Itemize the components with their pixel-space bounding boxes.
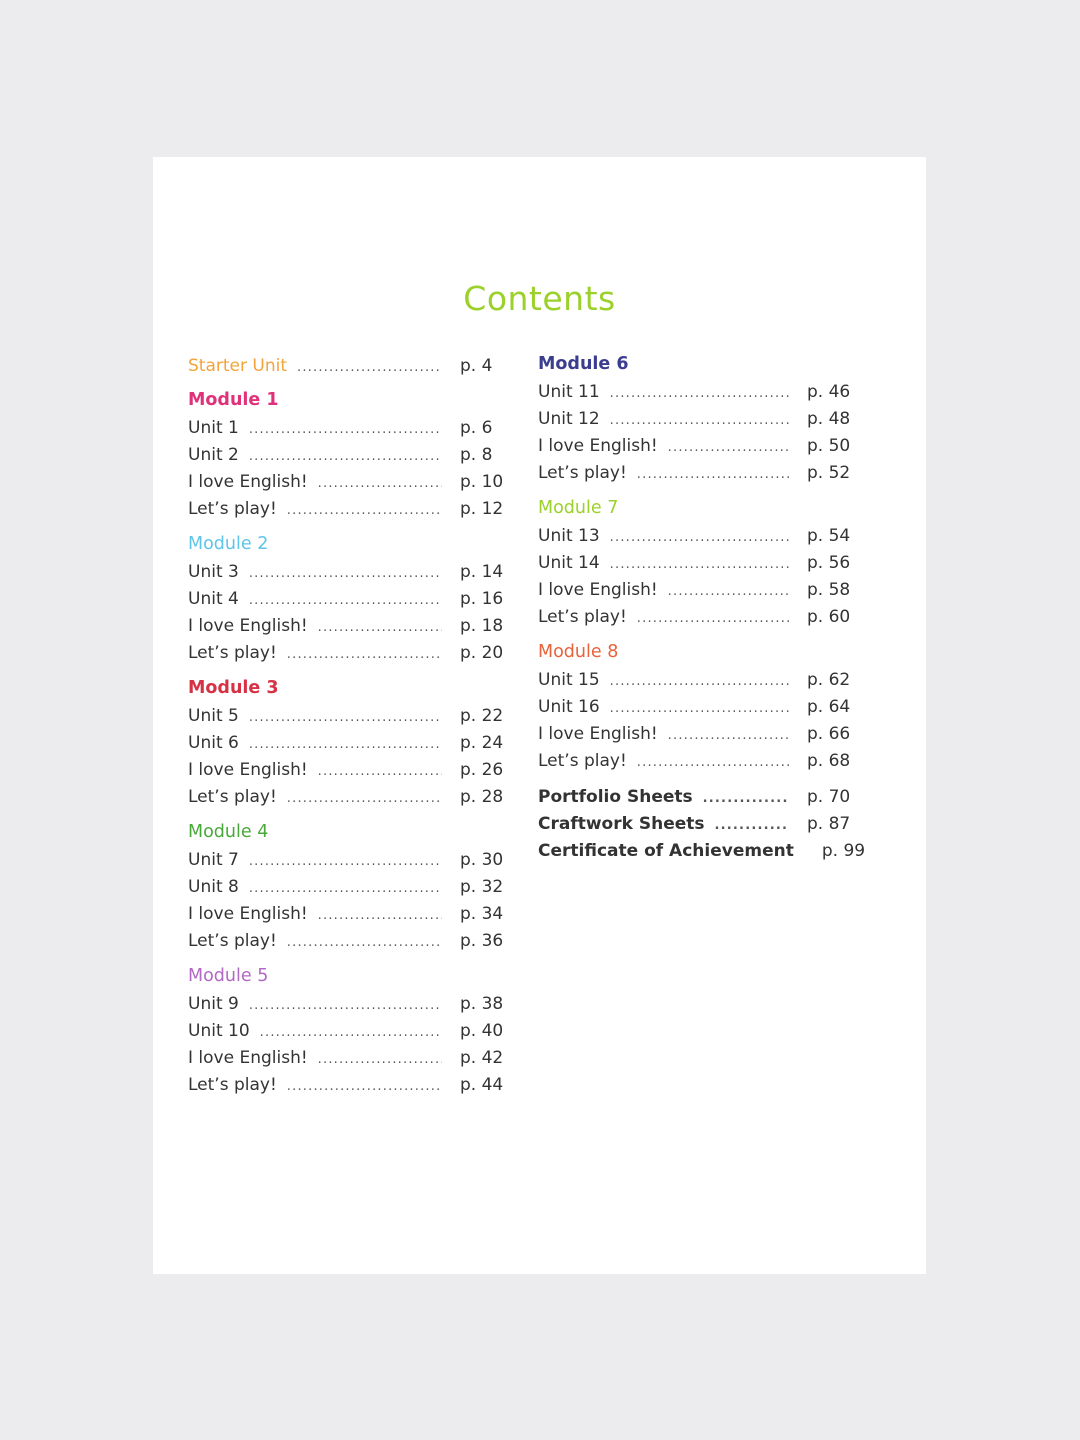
page-number: p. 87 — [807, 814, 851, 834]
toc-entry[interactable] — [538, 667, 851, 694]
leader-dots — [610, 407, 789, 434]
leader-dots — [287, 497, 442, 524]
page-number: p. 16 — [460, 589, 504, 609]
entry-label: Unit 15 — [538, 670, 600, 690]
entry-label: I love English! — [188, 472, 308, 492]
toc-entry[interactable] — [188, 442, 504, 469]
entry-label: I love English! — [188, 616, 308, 636]
entry-label: Unit 2 — [188, 445, 239, 465]
toc-entry[interactable] — [188, 613, 504, 640]
leader-dots — [287, 1073, 442, 1100]
entry-label: Portfolio Sheets — [538, 787, 693, 807]
leader-dots — [668, 578, 789, 605]
page-number: p. 58 — [807, 580, 851, 600]
leader-dots — [610, 668, 789, 695]
module-heading: Module 8 — [538, 642, 619, 662]
page-number: p. 52 — [807, 463, 851, 483]
toc-entry[interactable] — [188, 901, 504, 928]
contents-page — [153, 157, 926, 1274]
leader-dots — [249, 875, 442, 902]
entry-label: Let’s play! — [538, 607, 627, 627]
module-3-section — [188, 676, 504, 811]
toc-entry[interactable] — [188, 784, 504, 811]
entry-label: I love English! — [538, 436, 658, 456]
page-title: Contents — [463, 279, 616, 318]
toc-entry[interactable] — [538, 604, 851, 631]
leader-dots — [287, 641, 442, 668]
entry-label: Let’s play! — [188, 643, 277, 663]
leader-dots — [610, 695, 789, 722]
toc-entry-starter-unit[interactable] — [188, 354, 504, 388]
page-number: p. 30 — [460, 850, 504, 870]
page-number: p. 20 — [460, 643, 504, 663]
module-4-section — [188, 820, 504, 955]
toc-entry[interactable] — [188, 496, 504, 523]
page-number: p. 68 — [807, 751, 851, 771]
page-number: p. 64 — [807, 697, 851, 717]
page-number: p. 46 — [807, 382, 851, 402]
toc-entry[interactable] — [188, 1018, 504, 1045]
entry-label: Let’s play! — [188, 499, 277, 519]
toc-entry[interactable] — [538, 748, 851, 775]
toc-entry[interactable] — [538, 433, 851, 460]
page-number: p. 10 — [460, 472, 504, 492]
page-number: p. 36 — [460, 931, 504, 951]
entry-label: Unit 3 — [188, 562, 239, 582]
toc-entry[interactable] — [188, 586, 504, 613]
leader-dots — [318, 614, 442, 641]
page-number: p. 54 — [807, 526, 851, 546]
module-5-section — [188, 964, 504, 1099]
leader-dots — [637, 605, 789, 632]
module-7-section — [538, 496, 851, 631]
page-number: p. 14 — [460, 562, 504, 582]
entry-label: I love English! — [538, 724, 658, 744]
page-number: p. 34 — [460, 904, 504, 924]
toc-entry[interactable] — [538, 379, 851, 406]
page-number: p. 56 — [807, 553, 851, 573]
leader-dots — [249, 848, 442, 875]
module-8-section — [538, 640, 851, 775]
module-heading: Module 4 — [188, 822, 269, 842]
leader-dots — [668, 434, 789, 461]
entry-label: Unit 10 — [188, 1021, 250, 1041]
page-number: p. 50 — [807, 436, 851, 456]
toc-entry[interactable] — [538, 406, 851, 433]
entry-label: Unit 1 — [188, 418, 239, 438]
entry-label: Let’s play! — [188, 1075, 277, 1095]
leader-dots — [249, 416, 442, 443]
page-number: p. 12 — [460, 499, 504, 519]
module-6-section — [538, 352, 851, 487]
page-number: p. 28 — [460, 787, 504, 807]
toc-entry[interactable] — [538, 721, 851, 748]
leader-dots — [249, 704, 442, 731]
page-number: p. 8 — [460, 445, 493, 465]
module-2-section — [188, 532, 504, 667]
entry-label: Unit 9 — [188, 994, 239, 1014]
entry-label: I love English! — [188, 760, 308, 780]
module-heading: Module 2 — [188, 534, 269, 554]
toc-entry[interactable] — [538, 523, 851, 550]
leader-dots — [287, 929, 442, 956]
leader-dots — [318, 1046, 442, 1073]
entry-label: Unit 12 — [538, 409, 600, 429]
entry-label: Unit 4 — [188, 589, 239, 609]
page-number: p. 99 — [821, 841, 866, 861]
leader-dots — [610, 524, 789, 551]
leader-dots — [610, 551, 789, 578]
leader-dots — [287, 785, 442, 812]
entry-label: Let’s play! — [188, 787, 277, 807]
entry-label: I love English! — [188, 1048, 308, 1068]
leader-dots — [249, 560, 442, 587]
leader-dots — [637, 461, 789, 488]
leader-dots — [318, 758, 442, 785]
module-heading: Module 5 — [188, 966, 269, 986]
toc-entry[interactable] — [188, 415, 504, 442]
toc-entry[interactable] — [538, 694, 851, 721]
entry-label: Unit 6 — [188, 733, 239, 753]
page-number: p. 70 — [807, 787, 851, 807]
page-number: p. 40 — [460, 1021, 504, 1041]
starter-unit-label: Starter Unit — [188, 356, 287, 376]
toc-entry[interactable] — [188, 847, 504, 874]
page-number: p. 38 — [460, 994, 504, 1014]
entry-label: Craftwork Sheets — [538, 814, 705, 834]
module-heading: Module 3 — [188, 678, 279, 698]
leader-dots — [610, 380, 789, 407]
entry-label: Unit 14 — [538, 553, 600, 573]
entry-label: Certificate of Achievement — [538, 841, 794, 861]
module-1-section — [188, 388, 504, 523]
toc-entry[interactable] — [188, 928, 504, 955]
extras-section — [538, 784, 866, 865]
page-number: p. 66 — [807, 724, 851, 744]
leader-dots — [318, 470, 442, 497]
module-heading: Module 1 — [188, 390, 279, 410]
entry-label: Let’s play! — [538, 463, 627, 483]
entry-label: Unit 16 — [538, 697, 600, 717]
page-number: p. 18 — [460, 616, 504, 636]
page-number: p. 6 — [460, 418, 493, 438]
entry-label: Unit 7 — [188, 850, 239, 870]
page-number: p. 26 — [460, 760, 504, 780]
page-number: p. 4 — [460, 356, 493, 376]
toc-entry[interactable] — [188, 757, 504, 784]
leader-dots — [297, 356, 442, 380]
module-heading: Module 6 — [538, 354, 629, 374]
leader-dots — [249, 992, 442, 1019]
leader-dots — [249, 731, 442, 758]
page-number: p. 32 — [460, 877, 504, 897]
toc-entry[interactable] — [188, 1045, 504, 1072]
entry-label: Unit 8 — [188, 877, 239, 897]
module-heading: Module 7 — [538, 498, 619, 518]
entry-label: Let’s play! — [188, 931, 277, 951]
entry-label: Let’s play! — [538, 751, 627, 771]
entry-label: I love English! — [188, 904, 308, 924]
entry-label: Unit 5 — [188, 706, 239, 726]
leader-dots — [249, 443, 442, 470]
toc-entry[interactable] — [538, 577, 851, 604]
page-number: p. 44 — [460, 1075, 504, 1095]
page-number: p. 22 — [460, 706, 504, 726]
toc-entry[interactable] — [188, 469, 504, 496]
leader-dots — [668, 722, 789, 749]
toc-entry[interactable] — [188, 1072, 504, 1099]
page-number: p. 60 — [807, 607, 851, 627]
toc-entry[interactable] — [538, 460, 851, 487]
entry-label: I love English! — [538, 580, 658, 600]
toc-entry[interactable] — [538, 550, 851, 577]
toc-entry[interactable] — [188, 703, 504, 730]
toc-entry-craftwork-sheets[interactable] — [538, 811, 851, 838]
page-number: p. 24 — [460, 733, 504, 753]
toc-entry[interactable] — [188, 640, 504, 667]
contents-left-column — [188, 354, 504, 1108]
page-number: p. 42 — [460, 1048, 504, 1068]
leader-dots — [260, 1019, 442, 1046]
leader-dots — [249, 587, 442, 614]
entry-label: Unit 13 — [538, 526, 600, 546]
toc-entry-certificate[interactable] — [538, 838, 866, 865]
leader-dots — [703, 785, 789, 812]
entry-label: Unit 11 — [538, 382, 600, 402]
leader-dots — [637, 749, 789, 776]
contents-right-column — [538, 352, 866, 865]
leader-dots — [318, 902, 442, 929]
toc-entry-portfolio-sheets[interactable] — [538, 784, 851, 811]
page-number: p. 62 — [807, 670, 851, 690]
toc-entry[interactable] — [188, 874, 504, 901]
toc-entry[interactable] — [188, 991, 504, 1018]
toc-entry[interactable] — [188, 559, 504, 586]
page-number: p. 48 — [807, 409, 851, 429]
leader-dots — [715, 812, 790, 839]
toc-entry[interactable] — [188, 730, 504, 757]
